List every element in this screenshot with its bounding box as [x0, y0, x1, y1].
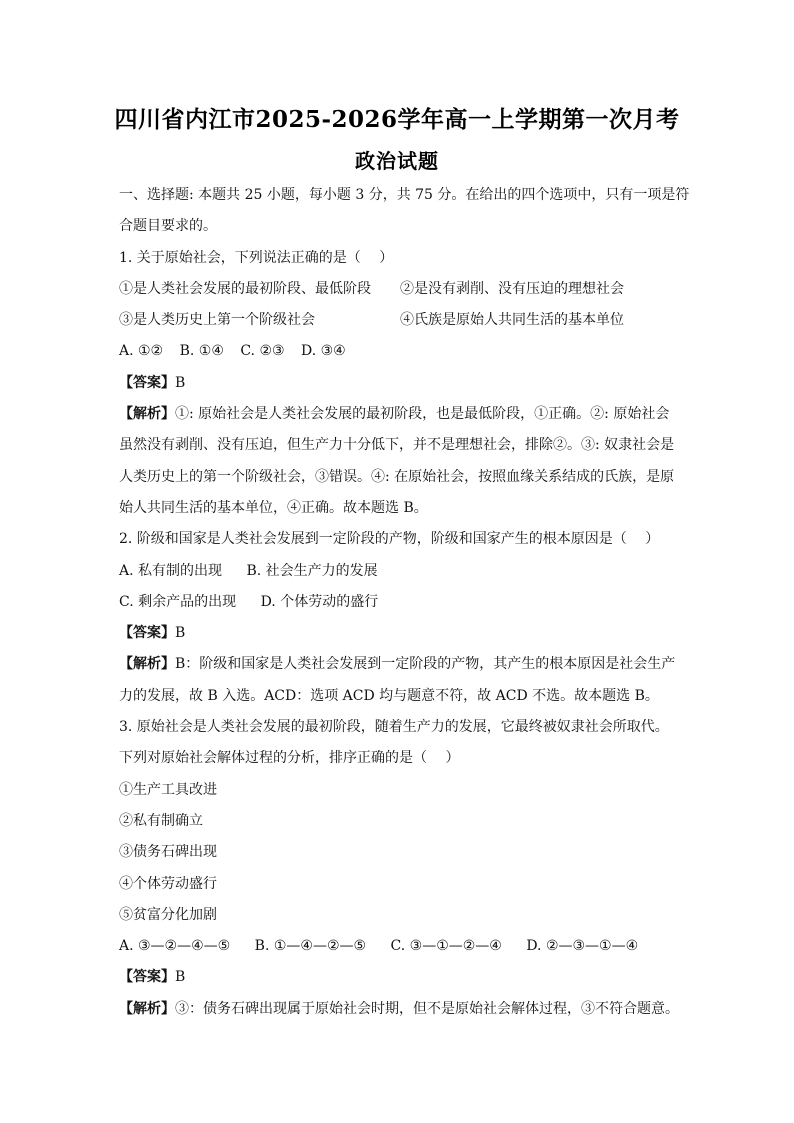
option-b: B. ①—④—②—⑤ — [254, 938, 367, 955]
option-b: B. 社会生产力的发展 — [246, 562, 378, 579]
option-d: D. 个体劳动的盛行 — [260, 593, 379, 610]
question-3-item: ③债务石碑出现 — [119, 844, 217, 861]
option-d: D. ③④ — [301, 343, 346, 360]
question-2-analysis-line — [119, 649, 685, 680]
question-1-answer — [119, 368, 685, 399]
answer-value: B — [175, 374, 186, 391]
question-1-analysis-line: 虽然没有剥削、没有压迫，但生产力十分低下，并不是理想社会，排除②。③: 奴隶社会是 — [119, 437, 675, 454]
question-3-options — [119, 931, 685, 962]
option-c: C. ③—①—②—④ — [390, 938, 502, 955]
option-d: D. ②—③—①—④ — [526, 938, 639, 955]
question-3-answer — [119, 962, 685, 993]
option-c: C. 剩余产品的出现 — [119, 593, 237, 610]
question-1-analysis-line — [119, 399, 685, 430]
question-3-stem: 3. 原始社会是人类社会发展的最初阶段，随着生产力的发展，它最终被奴隶社会所取代。 — [119, 719, 669, 736]
question-3-item: ⑤贫富分化加剧 — [119, 906, 217, 923]
question-2-options-row2 — [119, 587, 685, 618]
analysis-text: ③：债务石碑出现属于原始社会时期，但不是原始社会解体过程，③不符合题意。 — [175, 1000, 679, 1017]
document-body — [119, 180, 690, 1025]
answer-tag: 【答案】 — [119, 374, 175, 391]
question-1-analysis-line: 始人共同生活的基本单位，④正确。故本题选 B。 — [119, 499, 428, 516]
question-2-analysis-line: 力的发展，故 B 入选。ACD：选项 ACD 均与题意不符，故 ACD 不选。故本题选 B。 — [119, 687, 659, 704]
option-c: C. ②③ — [240, 343, 285, 360]
question-2-options-row1 — [119, 556, 685, 587]
analysis-tag: 【解析】 — [119, 656, 175, 673]
document-subtitle: 政治试题 — [355, 149, 439, 173]
answer-tag: 【答案】 — [119, 969, 175, 986]
question-3-analysis-line — [119, 994, 685, 1025]
answer-value: B — [175, 625, 186, 642]
question-1-item: ③是人类历史上第一个阶级社会 — [119, 312, 315, 329]
question-2-answer — [119, 618, 685, 649]
question-1-item: ②是没有剥削、没有压迫的理想社会 — [400, 280, 624, 297]
question-3-item: ④个体劳动盛行 — [119, 875, 217, 892]
analysis-tag: 【解析】 — [119, 1000, 175, 1017]
answer-tag: 【答案】 — [119, 625, 175, 642]
question-3-item: ②私有制确立 — [119, 812, 203, 829]
question-1-analysis-line: 人类历史上的第一个阶级社会，③错误。④: 在原始社会，按照血缘关系结成的氏族，是原 — [119, 468, 675, 485]
option-a: A. ③—②—④—⑤ — [119, 938, 231, 955]
question-1-item: ④氏族是原始人共同生活的基本单位 — [400, 312, 624, 329]
question-3-item: ①生产工具改进 — [119, 781, 217, 798]
analysis-text: ①: 原始社会是人类社会发展的最初阶段，也是最低阶段，①正确。②: 原始社会 — [175, 406, 670, 423]
section-instructions: 一、选择题: 本题共 25 小题，每小题 3 分，共 75 分。在给出的四个选项中，只有一项是符 — [119, 187, 690, 203]
option-a: A. 私有制的出现 — [119, 562, 223, 579]
question-1-item: ①是人类社会发展的最初阶段、最低阶段 — [119, 280, 371, 297]
option-a: A. ①② — [119, 343, 164, 360]
question-2-stem: 2. 阶级和国家是人类社会发展到一定阶段的产物，阶级和国家产生的根本原因是（ ） — [119, 531, 660, 548]
option-b: B. ①④ — [179, 343, 224, 360]
question-1-stem: 1. 关于原始社会，下列说法正确的是（ ） — [119, 249, 394, 266]
question-1-items-row1 — [119, 274, 685, 305]
document-title: 四川省内江市2025-2026学年高一上学期第一次月考 — [114, 106, 680, 133]
answer-value: B — [175, 969, 186, 986]
question-1-items-row2 — [119, 305, 685, 336]
analysis-text: B：阶级和国家是人类社会发展到一定阶段的产物，其产生的根本原因是社会生产 — [175, 656, 676, 673]
question-3-stem-cont: 下列对原始社会解体过程的分析，排序正确的是（ ） — [119, 750, 460, 767]
section-instructions-cont: 合题目要求的。 — [119, 218, 217, 235]
analysis-tag: 【解析】 — [119, 406, 175, 423]
question-1-options — [119, 336, 685, 367]
